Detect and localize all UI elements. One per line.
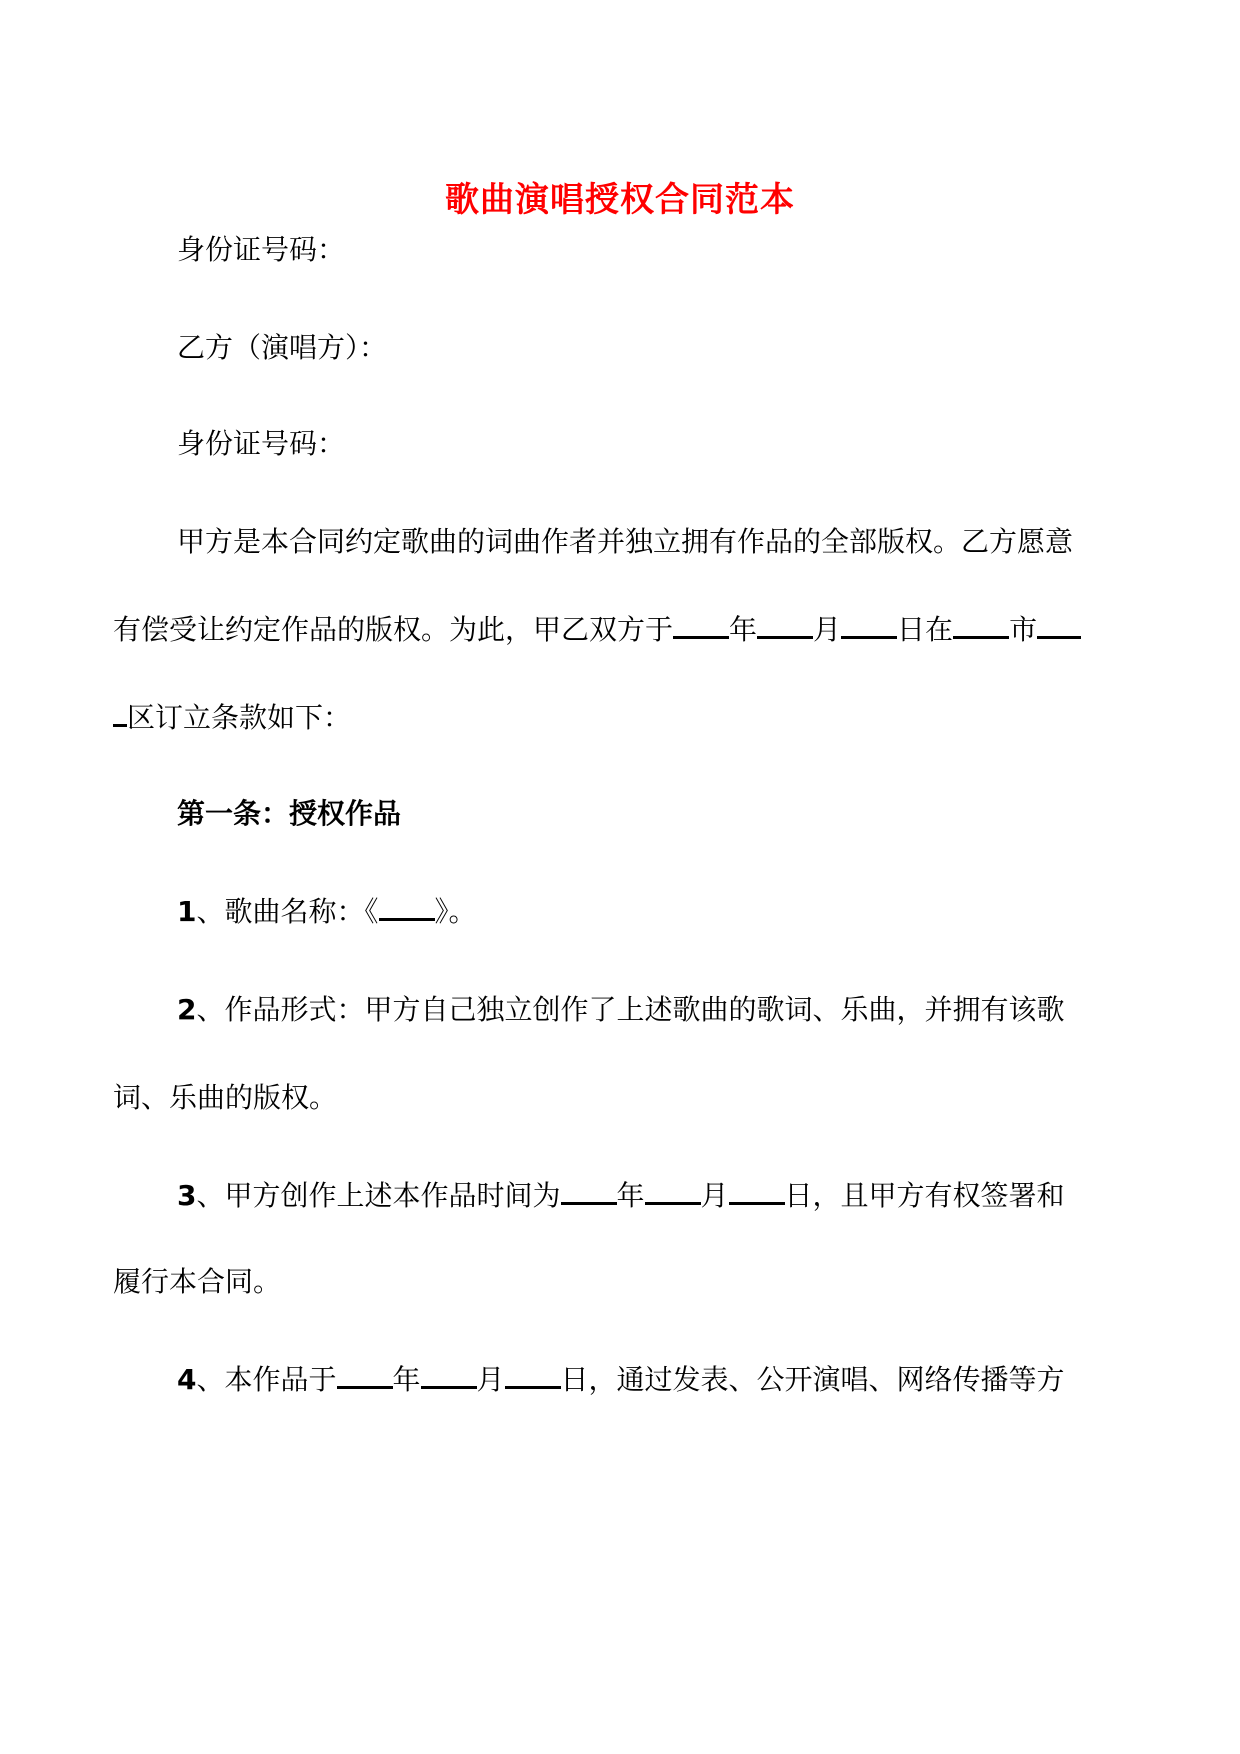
month-blank: [645, 1176, 701, 1205]
item-1: [177, 892, 477, 932]
id-number-label-party-b: 身份证号码：: [177, 427, 346, 460]
party-b-label: 乙方（演唱方）：: [177, 331, 388, 364]
item-2-line-2: 词、乐曲的版权。: [113, 1081, 338, 1114]
city-blank: [953, 610, 1009, 639]
article-1-heading: 第一条：授权作品: [177, 797, 402, 830]
intro-paragraph-line-3: [113, 698, 351, 738]
item-number: 4: [177, 1363, 197, 1396]
item-3-line-2: 履行本合同。: [113, 1265, 282, 1298]
intro-text: 有偿受让约定作品的版权。为此，甲乙双方于: [113, 613, 674, 646]
month-blank: [757, 610, 813, 639]
year-blank: [337, 1360, 393, 1389]
day-label: 日，通过发表、公开演唱、网络传播等方: [560, 1363, 1065, 1396]
month-label: 月: [700, 1179, 729, 1212]
day-blank: [729, 1176, 785, 1205]
item-text: 、作品形式：甲方自己独立创作了上述歌曲的歌词、乐曲，并拥有该歌: [196, 993, 1065, 1026]
item-2-line-1: [177, 990, 1065, 1030]
intro-closing-text: 区订立条款如下：: [127, 701, 352, 734]
item-text: 、甲方创作上述本作品时间为: [196, 1179, 561, 1212]
district-blank: [1037, 610, 1081, 639]
item-number: 3: [177, 1179, 197, 1212]
item-text: 、本作品于: [196, 1363, 337, 1396]
item-3-line-1: [177, 1176, 1065, 1216]
item-4-line-1: [177, 1360, 1065, 1400]
day-blank: [505, 1360, 561, 1389]
intro-paragraph-line-1: 甲方是本合同约定歌曲的词曲作者并独立拥有作品的全部版权。乙方愿意: [177, 525, 1074, 558]
year-label: 年: [729, 613, 758, 646]
item-text-end: 》。: [434, 895, 477, 928]
month-label: 月: [476, 1363, 505, 1396]
day-label: 日在: [897, 613, 954, 646]
song-name-blank: [379, 892, 435, 921]
item-number: 1: [177, 895, 197, 928]
year-blank: [561, 1176, 617, 1205]
year-label: 年: [392, 1363, 421, 1396]
item-text: 、歌曲名称：《: [196, 895, 379, 928]
year-label: 年: [616, 1179, 645, 1212]
month-label: 月: [813, 613, 842, 646]
intro-paragraph-line-2: [113, 610, 1081, 650]
document-title: 歌曲演唱授权合同范本: [445, 180, 795, 220]
item-number: 2: [177, 993, 197, 1026]
year-blank: [673, 610, 729, 639]
city-label: 市: [1009, 613, 1038, 646]
day-label: 日，且甲方有权签署和: [784, 1179, 1065, 1212]
id-number-label-party-a: 身份证号码：: [177, 233, 346, 266]
month-blank: [421, 1360, 477, 1389]
district-blank-continued: [113, 698, 127, 727]
day-blank: [841, 610, 897, 639]
